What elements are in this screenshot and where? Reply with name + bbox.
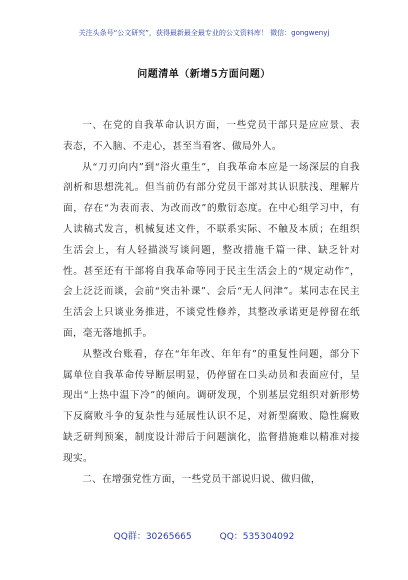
qq-group-text: QQ群：30265665	[113, 532, 192, 542]
paragraph-4: 二、在增强党性方面，一些党员干部说归说、做归做，	[82, 473, 321, 485]
document-body	[63, 116, 360, 490]
promo-banner: 关注头条号“公文研究”，获得最新最全最专业的公文资料库！ 微信：gongwenyj	[78, 29, 330, 37]
paragraph-2: 从“刀刃向内”到“浴火重生”，自我革命本应是一场深层的自我剖析和思想洗礼。但当前仍有部分党员干部对其认识肤浅、理解片面，存在“为表而表、为改而改”的敷衍态度。在中心组学习中，有人读稿式发言，机械复述文件，不联系实际、不触及本质；在组织生活会上，有人轻描淡写谈问题，整改措施千篇一律、缺乏针对性。甚至还有干部将自我革命等同于民主生活会上的“规定动作”，会上泛泛而谈，会前“突击补课”、会后“无人问津”。某同志在民主生活会上只谈业务推进，不谈党性修养，其整改承诺更是停留在纸面，毫无落地抓手。	[63, 161, 360, 339]
paragraph-3: 从整改台账看，存在“年年改、年年有”的重复性问题，部分下属单位自我革命传导断层明显，仍停留在口头动员和表面应付，呈现出“上热中温下冷”的倾向。调研发现，个别基层党组织对新形势下反腐败斗争的复杂性与延展性认识不足，对新型腐败、隐性腐败缺乏研判预案，制度设计滞后于问题演化，监督措施难以精准对接现实。	[63, 348, 360, 464]
paragraph-1: 一、在党的自我革命认识方面，一些党员干部只是应应景、表表态，不入脑、不走心，甚至当看客、做局外人。	[63, 120, 360, 152]
document-title: 问题清单（新增5方面问题）	[137, 69, 271, 80]
contact-footer	[0, 531, 408, 543]
qq-text: QQ：535304092	[219, 532, 295, 542]
